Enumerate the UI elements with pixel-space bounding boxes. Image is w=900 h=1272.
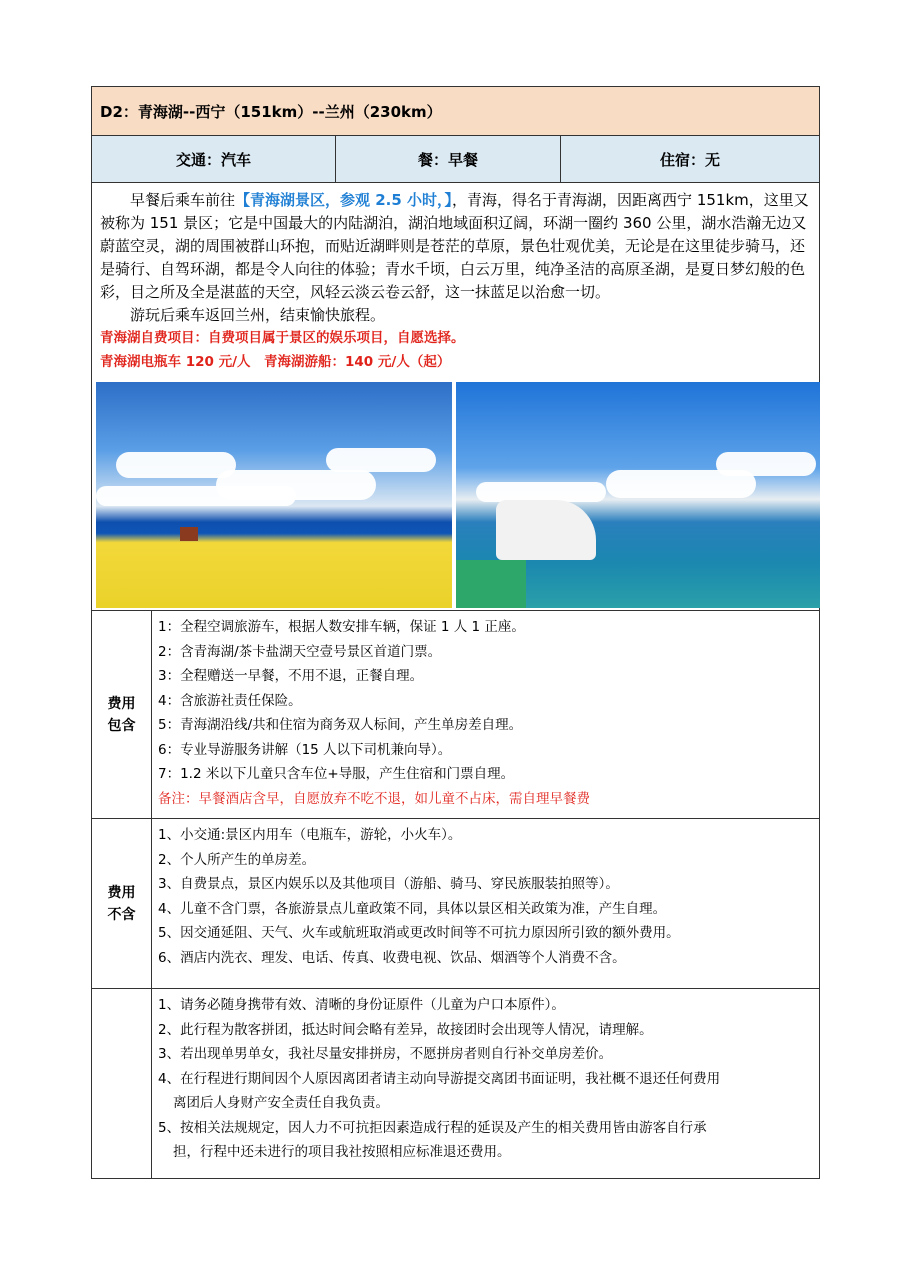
included-list xyxy=(152,611,820,819)
optional-items-prices: 青海湖电瓶车 120 元/人 青海湖游船：140 元/人（起） xyxy=(100,353,451,370)
list-item: 1、小交通:景区内用车（电瓶车，游轮，小火车）。 xyxy=(158,827,462,843)
list-item: 7：1.2 米以下儿童只含车位+导服，产生住宿和门票自理。 xyxy=(158,766,515,782)
list-item: 4、在行程进行期间因个人原因离团者请主动向导游提交离团书面证明，我社概不退还任何费用 xyxy=(158,1070,721,1087)
included-note: 备注：早餐酒店含早，自愿放弃不吃不退，如儿童不占床，需自理早餐费 xyxy=(158,790,590,807)
list-item: 离团后人身财产安全责任自我负责。 xyxy=(173,1095,389,1111)
rapeseed-field-photo xyxy=(96,382,452,608)
list-item: 5、因交通延阻、天气、火车或航班取消或更改时间等不可抗力原因所引致的额外费用。 xyxy=(158,925,680,941)
list-item: 1：全程空调旅游车，根据人数安排车辆，保证 1 人 1 正座。 xyxy=(158,619,525,635)
lodging-cell: 住宿：无 xyxy=(561,136,820,183)
list-item: 2：含青海湖/茶卡盐湖天空壹号景区首道门票。 xyxy=(158,643,442,660)
list-item: 3：全程赠送一早餐，不用不退，正餐自理。 xyxy=(158,668,424,684)
day-title: D2：青海湖--西宁（151km）--兰州（230km） xyxy=(92,87,820,136)
transport-cell: 交通：汽车 xyxy=(92,136,336,183)
list-item: 2、个人所产生的单房差。 xyxy=(158,851,316,868)
list-item: 6、酒店内洗衣、理发、电话、传真、收费电视、饮品、烟酒等个人消费不含。 xyxy=(158,949,626,966)
included-label: 费用 包含 xyxy=(92,611,152,819)
lake-boat-photo xyxy=(456,382,820,608)
description-paragraph-2: 游玩后乘车返回兰州，结束愉快旅程。 xyxy=(130,306,386,324)
list-item: 5、按相关法规规定，因人力不可抗拒因素造成行程的延误及产生的相关费用皆由游客自行承 xyxy=(158,1119,707,1136)
dock-shape xyxy=(456,560,526,608)
boat-shape xyxy=(496,500,596,560)
day-description xyxy=(92,183,820,611)
list-item: 3、自费景点，景区内娱乐以及其他项目（游船、骑马、穿民族服装拍照等）。 xyxy=(158,876,619,892)
notes-list xyxy=(152,989,820,1179)
list-item: 2、此行程为散客拼团，抵达时间会略有差异，故接团时会出现等人情况，请理解。 xyxy=(158,1021,653,1038)
optional-items-note: 青海湖自费项目：自费项目属于景区的娱乐项目，自愿选择。 xyxy=(100,330,465,346)
excluded-list xyxy=(152,819,820,989)
meal-cell: 餐：早餐 xyxy=(336,136,561,183)
list-item: 1、请务必随身携带有效、清晰的身份证原件（儿童为户口本原件）。 xyxy=(158,997,565,1013)
scenic-highlight: 【青海湖景区，参观 2.5 小时，】 xyxy=(235,191,453,209)
list-item: 4：含旅游社责任保险。 xyxy=(158,692,302,709)
list-item: 6：专业导游服务讲解（15 人以下司机兼向导）。 xyxy=(158,741,452,758)
description-paragraph-1: 早餐后乘车前往【青海湖景区，参观 2.5 小时，】，青海，得名于青海湖，因距离西宁 151km，这里又被称为 151 景区；它是中国最大的内陆湖泊，湖泊地域面积辽阔，环湖一圈约 360 公里，湖水浩瀚无边又蔚蓝空灵，湖的周围被群山环抱，而贴近湖畔则是苍茫的草原，景色壮观优美，无论是在这里徒步骑马，还是骑行、自驾环湖，都是令人向往的体验；青水千顷，白云万里，纯净圣洁的高原圣湖，是夏日梦幻般的色彩，目之所及全是湛蓝的天空，风轻云淡云卷云舒，这一抹蓝足以治愈一切。 xyxy=(100,191,809,301)
excluded-label: 费用 不含 xyxy=(92,819,152,989)
list-item: 4、儿童不含门票，各旅游景点儿童政策不同，具体以景区相关政策为准，产生自理。 xyxy=(158,900,667,917)
house-shape xyxy=(180,527,198,541)
list-item: 5：青海湖沿线/共和住宿为商务双人标间，产生单房差自理。 xyxy=(158,717,523,733)
itinerary-page xyxy=(91,86,819,1179)
itinerary-table xyxy=(91,86,820,1179)
list-item: 担，行程中还未进行的项目我社按照相应标准退还费用。 xyxy=(173,1144,511,1160)
notes-label xyxy=(92,989,152,1179)
photo-strip xyxy=(92,382,819,610)
list-item: 3、若出现单男单女，我社尽量安排拼房，不愿拼房者则自行补交单房差价。 xyxy=(158,1046,613,1062)
